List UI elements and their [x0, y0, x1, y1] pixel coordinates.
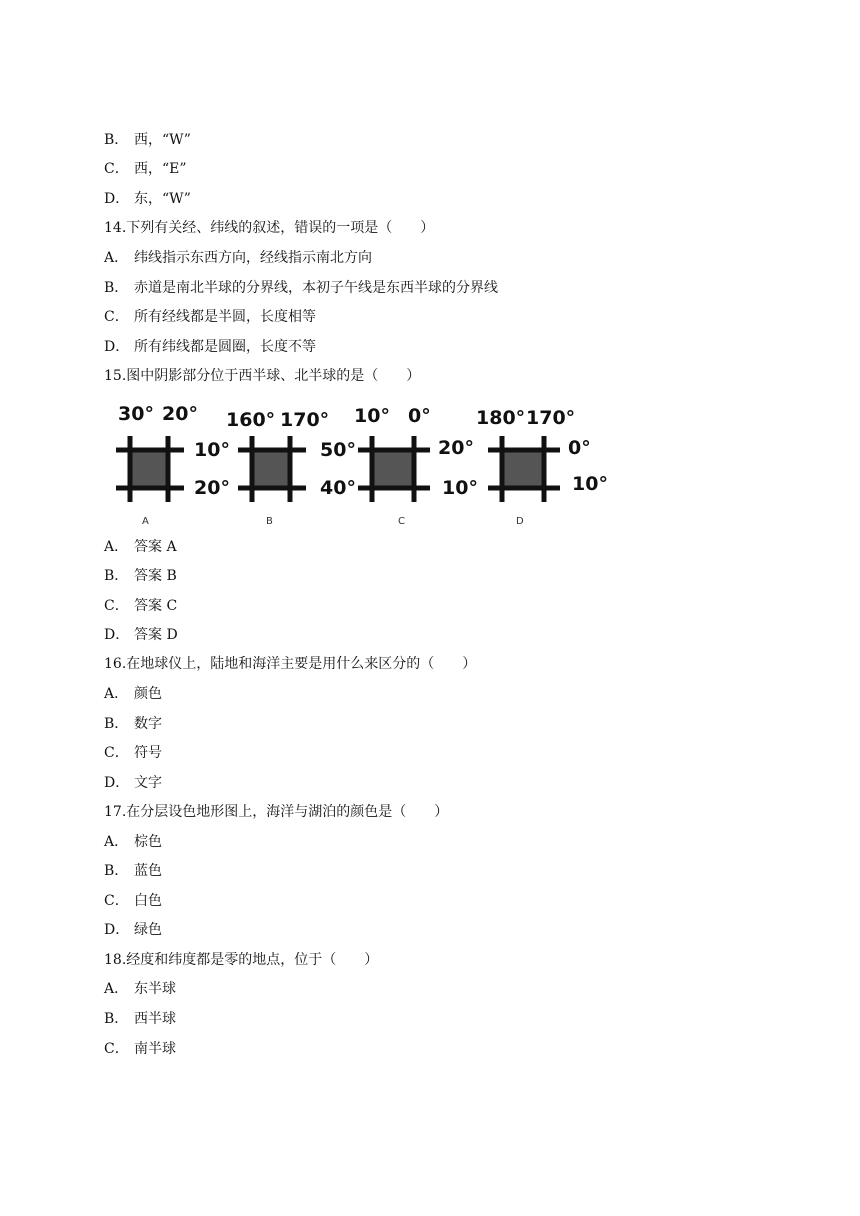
latitude-label-bottom: 20°: [194, 477, 230, 499]
option-letter: B．: [104, 132, 129, 148]
option-letter: B．: [104, 863, 129, 879]
option-letter: A．: [104, 981, 129, 997]
option-text: 西，“E”: [134, 161, 187, 177]
shaded-cell: [130, 450, 168, 488]
q18-option-c: [104, 1039, 176, 1059]
option-text: 东半球: [134, 981, 176, 997]
option-letter: C．: [104, 1041, 129, 1057]
option-letter: B．: [104, 568, 129, 584]
option-text: 文字: [134, 775, 162, 791]
longitude-label-left: 160°: [226, 409, 276, 431]
option-text: 南半球: [134, 1041, 176, 1057]
latitude-label-top: 10°: [194, 439, 230, 461]
q15-option-c: [104, 596, 177, 616]
panel-letter: C: [398, 516, 405, 527]
q17-option-d: [104, 920, 162, 940]
option-letter: A．: [104, 250, 129, 266]
option-text: 纬线指示东西方向，经线指示南北方向: [134, 250, 372, 266]
option-letter: D．: [104, 339, 130, 355]
option-letter: C．: [104, 161, 129, 177]
option-letter: A．: [104, 539, 129, 555]
q13-option-c: [104, 159, 187, 179]
q18-stem: 18.经度和纬度都是零的地点，位于（ ）: [104, 952, 379, 968]
option-text: 西，“W”: [134, 132, 191, 148]
option-letter: C．: [104, 893, 129, 909]
q17-stem: 17.在分层设色地形图上，海洋与湖泊的颜色是（ ）: [104, 804, 449, 820]
option-text: 所有纬线都是圆圈，长度不等: [134, 339, 316, 355]
option-text: 答案 A: [134, 539, 177, 555]
latitude-label-bottom: 40°: [320, 477, 356, 499]
option-letter: C．: [104, 745, 129, 761]
option-text: 数字: [134, 716, 162, 732]
option-letter: B．: [104, 280, 129, 296]
grid-panel-c: [354, 405, 478, 527]
option-letter: D．: [104, 922, 130, 938]
latitude-label-top: 0°: [568, 437, 591, 459]
shaded-cell: [252, 450, 290, 488]
option-letter: A．: [104, 834, 129, 850]
option-text: 东，“W”: [134, 191, 191, 207]
longitude-label-right: 170°: [526, 407, 576, 429]
q13-option-b: [104, 130, 191, 150]
q14-stem: 14.下列有关经、纬线的叙述，错误的一项是（ ）: [104, 220, 435, 236]
q14-option-c: [104, 307, 316, 327]
longitude-label-right: 20°: [162, 403, 198, 425]
grid-panel-b: [226, 409, 356, 527]
q16-option-d: [104, 773, 162, 793]
option-letter: C．: [104, 598, 129, 614]
option-letter: D．: [104, 627, 130, 643]
latitude-label-top: 50°: [320, 439, 356, 461]
q14-option-b: [104, 278, 498, 298]
longitude-label-left: 30°: [118, 403, 154, 425]
option-text: 颜色: [134, 686, 162, 702]
option-text: 答案 C: [134, 598, 178, 614]
longitude-label-left: 180°: [476, 407, 526, 429]
q15-option-a: [104, 537, 177, 557]
option-letter: B．: [104, 716, 129, 732]
q15-option-b: [104, 566, 177, 586]
q17-option-a: [104, 832, 162, 852]
option-text: 白色: [134, 893, 162, 909]
option-letter: B．: [104, 1011, 129, 1027]
option-text: 西半球: [134, 1011, 176, 1027]
q15-grid-figure: [112, 398, 612, 530]
q17-option-c: [104, 891, 162, 911]
latitude-label-bottom: 10°: [442, 477, 478, 499]
q16-option-c: [104, 743, 162, 763]
option-text: 所有经线都是半圆，长度相等: [134, 309, 316, 325]
panel-letter: A: [142, 516, 149, 527]
grid-panel-d: [476, 407, 608, 527]
q16-stem: 16.在地球仪上，陆地和海洋主要是用什么来区分的（ ）: [104, 656, 477, 672]
grid-panel-a: [116, 403, 230, 527]
panel-letter: D: [516, 516, 524, 527]
q14-option-a: [104, 248, 372, 268]
q13-option-d: [104, 189, 191, 209]
option-text: 答案 D: [134, 627, 178, 643]
option-text: 绿色: [134, 922, 162, 938]
option-text: 棕色: [134, 834, 162, 850]
shaded-cell: [502, 450, 544, 488]
option-letter: D．: [104, 191, 130, 207]
option-letter: D．: [104, 775, 130, 791]
q14-option-d: [104, 337, 316, 357]
latitude-label-top: 20°: [438, 437, 474, 459]
q16-option-b: [104, 714, 162, 734]
q18-option-b: [104, 1009, 176, 1029]
panel-letter: B: [266, 516, 273, 527]
option-letter: A．: [104, 686, 129, 702]
option-text: 答案 B: [134, 568, 177, 584]
q15-option-d: [104, 625, 178, 645]
option-text: 蓝色: [134, 863, 162, 879]
option-text: 赤道是南北半球的分界线，本初子午线是东西半球的分界线: [134, 280, 498, 296]
longitude-label-right: 170°: [280, 409, 330, 431]
q17-option-b: [104, 861, 162, 881]
latitude-label-bottom: 10°: [572, 473, 608, 495]
option-text: 符号: [134, 745, 162, 761]
option-letter: C．: [104, 309, 129, 325]
longitude-label-right: 0°: [408, 405, 431, 427]
q15-stem: 15.图中阴影部分位于西半球、北半球的是（ ）: [104, 368, 421, 384]
q18-option-a: [104, 979, 176, 999]
longitude-label-left: 10°: [354, 405, 390, 427]
q16-option-a: [104, 684, 162, 704]
shaded-cell: [372, 450, 414, 488]
